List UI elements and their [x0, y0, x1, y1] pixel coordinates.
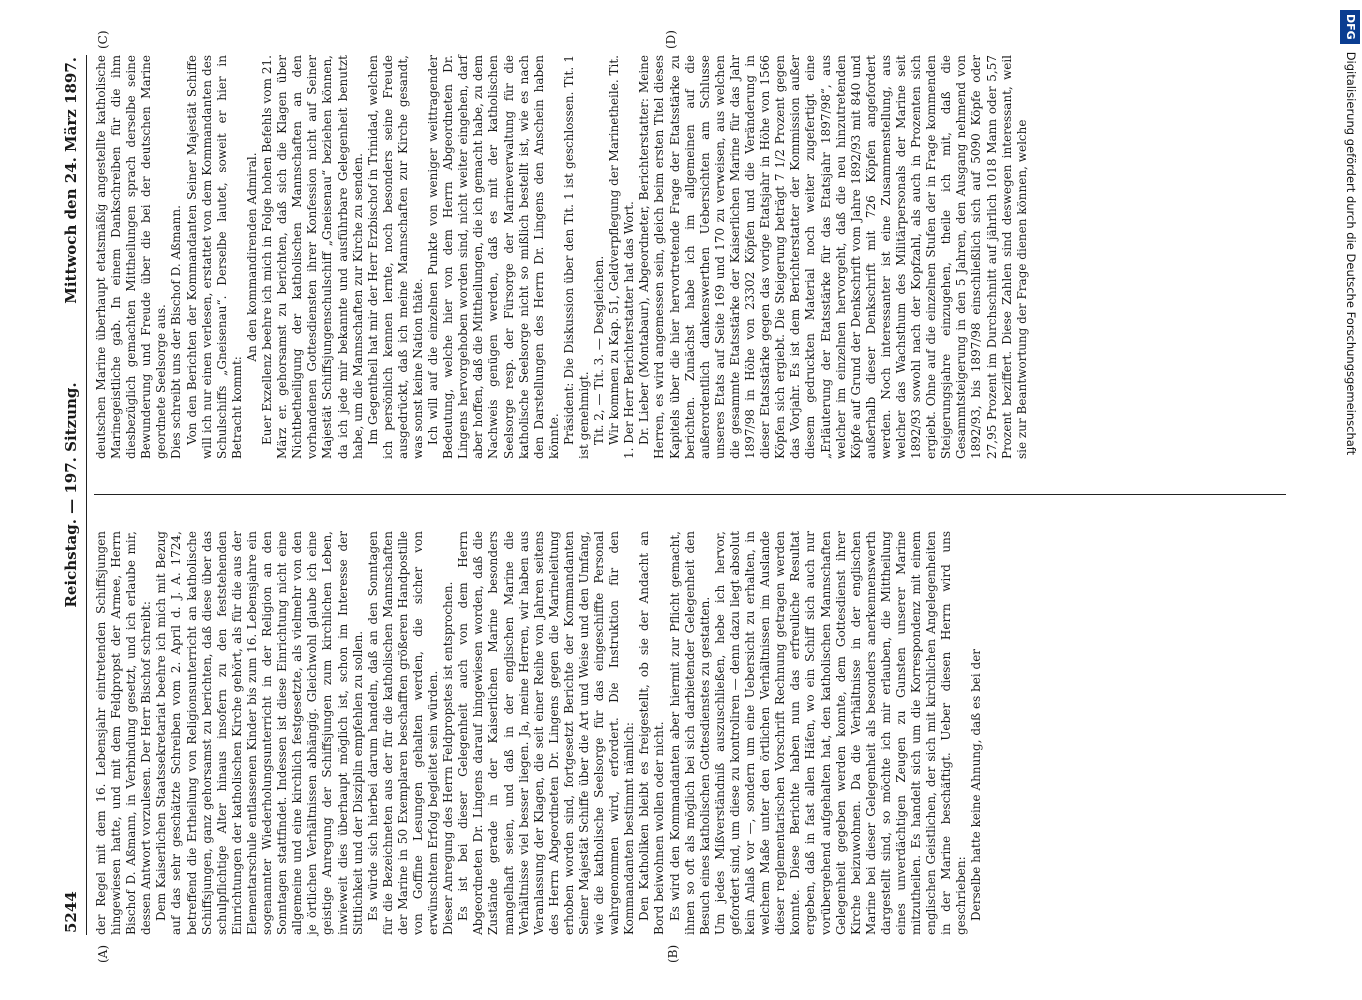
speaker-paragraph: Dr. Lieber (Montabaur), Abgeordneter, Berichterstatter: Meine Herren, es wird angemessen sein, gleich beim ersten Titel dieses Kapitels über die hier hervortretende Frage der Etatsstärke zu berichten. Zunächst habe ich im allgemeinen auf die außerordentlich dankenswerthen Uebersichten am Schlusse unseres Etats auf Seite 169 und 170 zu verweisen, aus welchen die gesammte Etatsstärke der Kaiserlichen Marine für das Jahr 1897/98 in Höhe von 23302 Köpfen und die Veränderung in dieser Etatsstärke gegen das vorige Etatsjahr in Höhe von 1566 Köpfen sich ergiebt. Die Steigerung beträgt 7 1/2 Prozent gegen das Vorjahr. Es ist dem Berichterstatter der Kommission außer diesem gedruckten Material noch weiter zugefertigt eine „Erläuterung der Etatsstärke für das Etatsjahr 1897/98“, aus welcher im einzelnen hervorgeht, daß die neu hinzutretenden Köpfe auf Grund der Denkschrift vom Jahre 1892/93 mit 840 und außerhalb dieser Denkschrift mit 726 Köpfen angefordert werden. Noch interessanter ist eine Zusammenstellung, aus welcher das Wachsthum des Militärpersonals der Marine seit 1892/93 sowohl nach der Kopfzahl, als auch in Prozenten sich ergiebt. Ohne auf die einzelnen Stufen der in Frage kommenden Steigerungsjahre einzugehen, theile ich mit, daß die Gesammtsteigerung in den 5 Jahren, den Ausgang nehmend von 1892/93, bis 1897/98 einschließlich sich auf 5090 Köpfe oder 27,95 Prozent im Durchschnitt auf jährlich 1018 Mann oder 5,57 Prozent beziffert. Diese Zahlen sind deswegen interessant, weil sie zur Beantwortung der Frage dienen können, welche: [637, 55, 1029, 459]
quoted-paragraph: Im Gegentheil hat mir der Herr Erzbischof in Trinidad, welchen ich persönlich kennen lernte, noch besonders seine Freude ausgedrückt, daß ich meine Mannschaften zur Kirche gesandt, was sonst keine Nation thäte.: [365, 55, 425, 459]
paragraph: Dieser Anregung des Herrn Feldpropstes ist entsprochen.: [441, 581, 456, 935]
paragraph: Von den Berichten der Kommandanten Seiner Majestät Schiffe will ich nur einen verlesen, erstattet von dem Kommandanten des Schulschiffs „Gneisenau“. Derselbe lautet, soweit er hier in Betracht kommt:: [184, 55, 244, 459]
right-column: [94, 55, 1030, 459]
credit-text: Digitalisierung gefördert durch die Deutsche Forschungsgemeinschaft: [1344, 51, 1358, 456]
margin-marker-b: (B): [666, 944, 680, 963]
column-divider: [94, 494, 1286, 495]
session-title: Reichstag. — 197. Sitzung.: [62, 382, 80, 608]
running-head: [60, 55, 86, 935]
session-date: Mittwoch den 24. März 1897.: [62, 57, 80, 304]
president-remark: Präsident: Die Diskussion über den Tit. 1 ist geschlossen. Tit. 1 ist genehmigt.: [561, 55, 591, 459]
paragraph: Ich will auf die einzelnen Punkte von weniger weittragender Bedeutung, welche hier von dem Herrn Abgeordneten Dr. Lingens hervorgehoben worden sind, nicht weiter eingehen, darf aber hoffen, daß die Mittheilungen, die ich gemacht habe, zu dem Nachweis genügen werden, daß es mit der katholischen Seelsorge resp. der Fürsorge der Marineverwaltung für die katholische Seelsorge nicht so mißlich bestellt ist, wie es nach den Darstellungen des Herrn Dr. Lingens den Anschein haben könnte.: [426, 55, 561, 459]
quoted-paragraph: deutschen Marine überhaupt etatsmäßig angestellte katholische Marinegeistliche gab. In einem Dankschreiben für die ihm diesbezüglich gemachten Mittheilungen sprach derselbe seine Bewunderung und Freude über die bei der deutschen Marine geordnete Seelsorge aus.: [94, 55, 169, 459]
quoted-paragraph: Dem Kaiserlichen Staatssekretariat beehre ich mich mit Bezug auf das sehr geschätzte Schreiben vom 2. April d. J. A. 1724, betreffend die Ertheilung von Religionsunterricht an katholische Schiffsjungen, ganz gehorsamst zu berichten, daß diese über das schulpflichtige Alter hinaus insofern zu den feststehenden Einrichtungen der katholischen Kirche gehört, als für die aus der Elementarschule entlassenen Kinder bis zum 16. Lebensjahre ein sogenannter Wiederholungsunterricht in der Religion an den Sonntagen stattfindet. Indessen ist diese Einrichtung nicht eine allgemeine und eine kirchlich festgesetzte, als vielmehr von den je örtlichen Verhältnissen abhängig. Gleichwohl glaube ich eine geistige Anregung der Schiffsjungen zum kirchlichen Leben, inwieweit dies überhaupt möglich ist, schon im Interesse der Sittlichkeit und der Disziplin empfehlen zu sollen.: [154, 531, 365, 935]
quoted-paragraph: Derselbe hatte keine Ahnung, daß es bei der: [969, 648, 984, 921]
quoted-paragraph: Den Katholiken bleibt es freigestellt, ob sie der Andacht an Bord beiwohnen wollen oder nicht.: [637, 531, 667, 935]
paragraph: Um jedes Mißverständniß auszuschließen, hebe ich hervor, gefordert sind, um diese zu kontroliren — denn dazu liegt absolut kein Anlaß vor —, sondern um eine Uebersicht zu erhalten, in welchem Maße unter den örtlichen Verhältnissen im Auslande dieser reglementarischen Vorschrift Rechnung getragen werden konnte. Diese Berichte haben nun das erfreuliche Resultat ergeben, daß in fast allen Häfen, wo ein Schiff sich auch nur vorübergehend aufgehalten hat, den katholischen Mannschaften Gelegenheit gegeben werden konnte, dem Gottesdienst ihrer Kirche beizuwohnen. Da die Verhältnisse in der englischen Marine bei dieser Gelegenheit als besonders anerkennenswerth dargestellt sind, so möchte ich mir erlauben, die Mittheilung eines unverdächtigen Zeugen zu Gunsten unserer Marine mitzutheilen. Es handelt sich um die Korrespondenz mit einem englischen Geistlichen, der sich mit kirchlichen Angelegenheiten in der Marine beschäftigt. Ueber diesen Herrn wird uns geschrieben:: [712, 531, 969, 935]
margin-marker-d: (D): [664, 30, 678, 49]
paragraph: Es ist bei dieser Gelegenheit auch von dem Herrn Abgeordneten Dr. Lingens darauf hingewiesen worden, daß die Zustände gerade in der Kaiserlichen Marine besonders mangelhaft seien, und daß in der englischen Marine die Verhältnisse viel besser liegen. Ja, meine Herren, wir haben aus Veranlassung der Klagen, die seit einer Reihe von Jahren seitens des Herrn Abgeordneten Dr. Lingens gegen die Marineleitung erhoben worden sind, fortgesetzt Berichte der Kommandanten Seiner Majestät Schiffe über die Art und Weise und den Umfang, wie die katholische Seelsorge für das eingeschiffte Personal wahrgenommen wird, erfordert. Die Instruktion für den Kommandanten bestimmt nämlich:: [456, 531, 637, 935]
header-rule: [86, 55, 87, 935]
paragraph: der Regel mit dem 16. Lebensjahr eintretenden Schiffsjungen hingewiesen hatte, und mit dem Feldpropst der Armee, Herrn Bischof D. Aßmann, in Verbindung gesetzt, und ich erlaube mir, dessen Antwort vorzulesen. Der Herr Bischof schreibt:: [94, 531, 154, 935]
left-column: [94, 531, 985, 935]
digitization-credit: [1340, 10, 1362, 990]
dfg-logo: DFG: [1340, 10, 1360, 44]
paragraph: Tit. 2, — Tit. 3. — Desgleichen.: [592, 255, 607, 445]
quoted-paragraph: Es wird den Kommandanten aber hiermit zur Pflicht gemacht, ihnen so oft als möglich bei sich darbietender Gelegenheit den Besuch eines katholischen Gottesdienstes zu gestatten.: [667, 531, 712, 935]
document-page: [60, 30, 1290, 963]
paragraph: Dies schreibt uns der Bischof D. Aßmann.: [169, 205, 184, 459]
paragraph: Wir kommen zu Kap. 51, Geldverpflegung der Marinetheile. Tit. 1. Der Herr Berichterstatter hat das Wort.: [607, 55, 637, 459]
quoted-paragraph: Es würde sich hierbei darum handeln, daß an den Sonntagen für die Bezeichneten aus der für die katholischen Mannschaften der Marine in 50 Exemplaren beschafften größeren Handpostille von Goffine Lesungen gehalten werden, die sicher von erwünschtem Erfolg begleitet sein würden.: [365, 531, 441, 935]
quoted-paragraph: Euer Exzellenz beehre ich mich in Folge hohen Befehls vom 21. März er. gehorsamst zu berichten, daß sich die Klagen über Nichtbetheiligung der katholischen Mannschaften an den vorhandenen Gottesdiensten ihrer Konfession nicht auf Seiner Majestät Schiffsjungenschulschiff „Gneisenau“ beziehen können, da ich jede mir bekannte und ausführbare Gelegenheit benutzt habe, um die Mannschaften zur Kirche zu senden.: [260, 55, 365, 459]
page-number: 5244: [62, 891, 80, 933]
margin-marker-c: (C): [96, 30, 110, 49]
margin-marker-a: (A): [96, 944, 110, 963]
rotated-scan: [60, 30, 1290, 963]
letter-address: An den kommandirenden Admiral.: [244, 152, 259, 362]
credit-line: [1341, 10, 1361, 990]
